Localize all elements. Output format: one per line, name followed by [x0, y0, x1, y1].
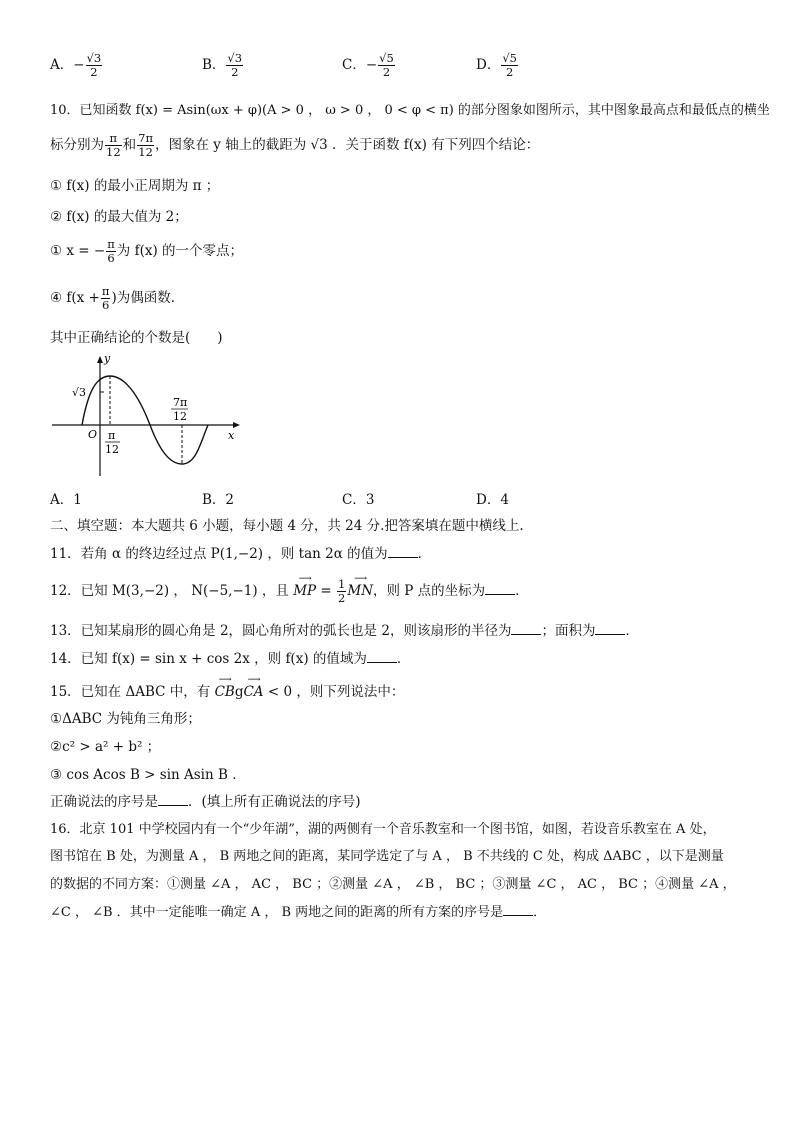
q10-statement-4: ④ f(x + $\frac{\pi}{6}$ )为偶函数．	[50, 284, 185, 312]
q12-answer-blank[interactable]	[485, 582, 515, 595]
q15-statement-1: ①ΔABC 为钝角三角形；	[50, 711, 201, 727]
tick-pi-12-num: π	[108, 429, 116, 442]
q11: 11．若角 α 的终边经过点 P(1,−2) ，则 tan 2α 的值为 ．	[50, 546, 432, 562]
q15-statement-2: ②c² > a² + b² ；	[50, 739, 161, 755]
q13: 13．已知某扇形的圆心角是 2，圆心角所对的弧长也是 2，则该扇形的半径为 ；面积为 ．	[50, 623, 639, 639]
q10-statement-2: ② f(x) 的最大值为 2；	[50, 209, 188, 225]
q13-area-blank[interactable]	[595, 622, 625, 635]
q13-radius-blank[interactable]	[511, 622, 541, 635]
q15-answer-line: 正确说法的序号是 ．(填上所有正确说法的序号)	[50, 794, 361, 810]
q14: 14．已知 f(x) = sin x + cos 2x ，则 f(x) 的值域为 ．	[50, 651, 411, 667]
q10-statement-3: ① x = − $\frac{\pi}{6}$ 为 f(x) 的一个零点；	[50, 237, 244, 265]
q9-option-d[interactable]: D． $\frac{√5}{2}$	[476, 51, 517, 79]
tick-7pi-12-num: 7π	[173, 396, 188, 409]
q10-stem-line2: 标分别为 $\frac{\pi}{12}$ 和 $\frac{7\pi}{12}$ ，图象在 y 轴上的截距为 √3 ．关于函数 f(x) 有下列四个结论：	[50, 131, 540, 159]
q14-answer-blank[interactable]	[367, 650, 397, 663]
q9-option-a[interactable]: A．− $\frac{√3}{2}$	[50, 51, 102, 79]
q10-statement-1: ① f(x) 的最小正周期为 π ；	[50, 178, 220, 194]
q10-question: 其中正确结论的个数是( )	[50, 330, 223, 346]
q16-line2: 图书馆在 B 处，为测量 A ， B 两地之间的距离，某同学选定了与 A ， B 不共线的 C 处，构成 ΔABC ，以下是测量	[50, 849, 724, 864]
q15-answer-blank[interactable]	[158, 793, 188, 806]
q10-option-d[interactable]: D．4	[476, 492, 509, 508]
q15-stem: 15．已知在 ΔABC 中，有 ⟶ CBg ⟶ CA < 0 ，则下列说法中：	[50, 675, 405, 700]
q10-option-b[interactable]: B．2	[202, 492, 235, 508]
q10-option-a[interactable]: A．1	[50, 492, 82, 508]
q9-option-c[interactable]: C．− $\frac{√5}{2}$	[342, 51, 394, 79]
origin-label: O	[88, 428, 98, 441]
q16-line3: 的数据的不同方案：①测量 ∠A ， AC ， BC ；②测量 ∠A ， ∠B ， BC ；③测量 ∠C ， AC ， BC ；④测量 ∠A ，	[50, 877, 736, 892]
x-axis-label: x	[228, 429, 235, 442]
section-2-heading: 二、填空题：本大题共 6 小题，每小题 4 分，共 24 分.把答案填在题中横线上.	[50, 518, 524, 534]
tick-pi-12-den: 12	[105, 443, 119, 456]
sine-graph	[50, 352, 250, 478]
y-intercept-label: √3	[72, 386, 87, 399]
q11-answer-blank[interactable]	[388, 545, 418, 558]
q9-option-b[interactable]: B． $\frac{√3}{2}$	[202, 51, 243, 79]
y-axis-label: y	[104, 352, 111, 365]
q12: 12．已知 M(3,−2) ， N(−5,−1) ，且 ⟶ MP = $\frac{1}{2}$ ⟶ MN，则 P 点的坐标为 ．	[50, 574, 529, 605]
q10-option-c[interactable]: C．3	[342, 492, 375, 508]
q10-stem-line1: 10．已知函数 f(x) = Asin(ωx + φ)(A > 0 ， ω > 0 ， 0 < φ < π) 的部分图象如图所示，其中图象最高点和最低点的横坐	[50, 103, 770, 118]
q15-statement-3: ③ cos Acos B > sin Asin B ．	[50, 767, 246, 783]
q16-line4: ∠C ， ∠B ．其中一定能唯一确定 A ， B 两地之间的距离的所有方案的序号是 ．	[50, 905, 547, 920]
tick-7pi-12-den: 12	[173, 410, 187, 423]
q16-line1: 16．北京 101 中学校园内有一个“少年湖”，湖的两侧有一个音乐教室和一个图书馆，如图，若设音乐教室在 A 处，	[50, 822, 716, 837]
q16-answer-blank[interactable]	[503, 903, 533, 916]
